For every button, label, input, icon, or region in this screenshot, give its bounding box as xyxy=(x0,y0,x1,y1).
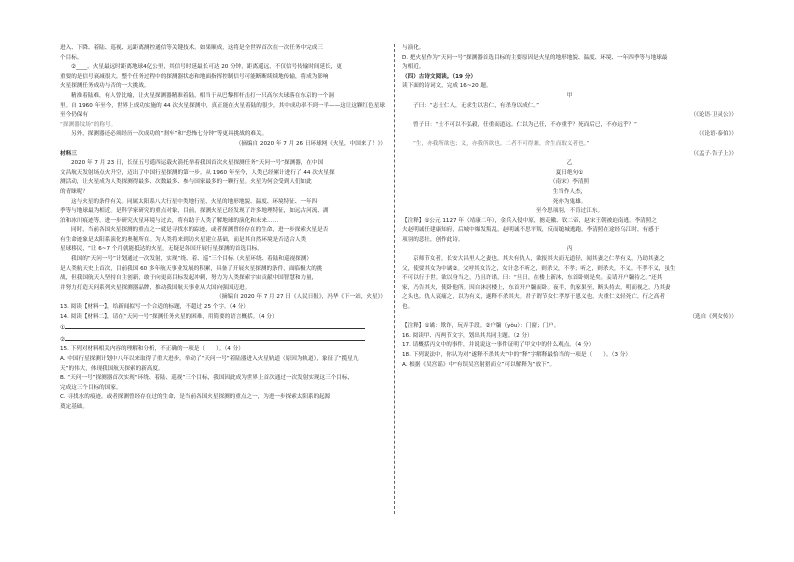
text-line: 有生命迹象是太阳系演化的奥秘所在。为人类将来到访火星建立基础，而是其自然环境是否适合人类 xyxy=(60,236,307,243)
poem-title: 夏日绝句① xyxy=(555,169,584,176)
answer-blank[interactable] xyxy=(65,322,365,329)
text-line: 子曰：“志士仁人，无求生以害仁，有杀身以成仁。” xyxy=(413,102,540,109)
text-line: 京师节女者，长安大昌里人之妻也。其夫有仇人，欲报其夫而无道径，闻其妻之仁孝有义，乃劫其妻之 xyxy=(413,256,665,263)
column-divider xyxy=(394,44,395,514)
instructions: 读下面的诗词文，完成 16~20 题。 xyxy=(402,83,492,90)
text-line: 同时，当前各国火星探测的重点之一就是寻找水的踪迹，或者探测曾经存在的生命，进一步探索火星是否 xyxy=(71,227,329,234)
text-line: 测活动，让火星成为人类探测得最多、次数最多、参与国家最多的一颗行星。火星为何会受到人们如此 xyxy=(60,179,312,186)
text-line: 精准着陆难，有人曾比喻，让火星探测器精准着陆，相当于从巴黎挥杆击打一只高尔夫球落在东京的一个洞 xyxy=(71,92,334,99)
text-line: 重要的是信号衰减很大，整个任务过程中的探测器状态和地面指挥控制信号可能断断续续地传输，将成为影响 xyxy=(60,73,329,80)
text-line: 家，乃告其夫，使卧他所。因自沐居楼上，东首开户牖而卧。夜半，仇家果至，断头持去，明而视之，乃其妻 xyxy=(402,284,671,291)
option-a: A. 根据《吴宫谣》中“有误吴宫射猎而立”可以解释为“放下”。 xyxy=(402,361,556,368)
text-line: 战，但我国航天人坚持自主创新，敢于向更高目标发起冲刺，努力为人类探索宇宙贡献中国智慧和力量， xyxy=(60,275,318,282)
text-line: ②____。火星最远时距离地球4亿公里，其信号时延最长可达 20 分钟，距离遥远，不仅信号传输时间延长，更 xyxy=(71,64,342,71)
text-line: 季等与地球最为相近。是科学家研究的重点对象，目前，探测火星已经发现了许多地理特征，如远古河流、湖 xyxy=(60,208,329,215)
text-line: 的青睐呢？ xyxy=(60,188,88,195)
text-line: 泊和冰川痕迹等，进一步研究火星环境与过去，将有助于人类了解地球的演化和未来…… xyxy=(60,217,279,224)
text-line: 火星探测任务成功与否的一大挑战。 xyxy=(60,83,150,90)
source-note: （摘编自 2020 年 7 月 26 日环球网《火星，中国来了！》） xyxy=(235,140,386,147)
source-note: （《论语·泰伯》） xyxy=(696,131,737,138)
section-heading: （四）古诗文阅读。（19 分） xyxy=(402,73,477,80)
option-c-cont: 奠定基础。 xyxy=(60,403,88,410)
answer-blank[interactable] xyxy=(65,334,365,341)
question-17: 17. 请概括丙文中的事件，并说说这一事件证明了甲文中的什么观点。（4 分） xyxy=(402,342,595,349)
text-line: 进入、下降、着陆、巡视、远距离测控通信等关键技术。如果顺成，这将是全世界首次在一次任务中完成三 xyxy=(60,45,323,51)
question-16: 16. 阅读甲、丙两节文字，划出其共同主题。（2 分） xyxy=(402,332,533,339)
annotation: 【注释】①谲：欺诈，玩弄手段。②户牖（yǒu）：门窗；门户。 xyxy=(402,323,560,330)
text-line: 另外，探测器还必须经历一次成功的“刹车”和“恐怖七分钟”等更具挑战的难关。 xyxy=(71,131,268,138)
question-18: 18. 下列说法中，你认为对“遂释不杀其夫”中的“释”字解释最恰当的一项是（ ）。（3 分） xyxy=(402,352,631,358)
source-note: （选自《列女传》） xyxy=(689,313,737,320)
text-line: 也。 xyxy=(402,304,414,311)
text-line: 里。自 1960 年至今，世界上成功实施的 44 次火星探测中，真正能在火星着陆的很少，其中成功率不到一半——这让这颗红色星球至今仍保有 xyxy=(60,102,385,119)
source-note: （《孟子·告子上》） xyxy=(690,150,737,157)
passage-label: 甲 xyxy=(566,92,573,99)
annotation: 夫赵明诚任建康知府，后城中爆发叛乱，赵明诚不思平叛，反而缒城逃跑。李清照在途经乌江时，有感于 xyxy=(402,227,660,234)
text-line: 曾子曰：“士不可以不弘毅，任重而道远。仁以为己任，不亦重乎？死而后已，不亦远乎？” xyxy=(413,121,637,128)
text-line: 个目标。 xyxy=(60,54,83,61)
text-line: “探测器坟场”的称号。 xyxy=(60,121,117,128)
annotation: 【注释】①公元 1127 年（靖康二年），金兵入侵中原，掳走徽、钦二帝，赵宋王朝被迫南逃。李清照之 xyxy=(402,217,657,224)
option-d-cont: 为相近。 xyxy=(402,64,425,71)
left-column xyxy=(60,44,386,413)
text-line: “生，亦我所欲也；义，亦我所欲也。二者不可得兼，舍生而取义者也。” xyxy=(413,140,590,147)
poem-line: 生当作人杰， xyxy=(552,188,587,195)
passage-label: 乙 xyxy=(566,160,573,167)
passage-label: 丙 xyxy=(566,246,573,253)
question-14: 14. 阅读【材料二】，请在“天问一号”探测任务火星的困难，用简要的语言概括。（4 分） xyxy=(60,313,278,320)
text-line: 并努力打造天问系列火星探测器品牌，推动我国航天事业从大国向强国迈进。 xyxy=(60,284,251,291)
answer-line: ① xyxy=(60,322,386,334)
text-line: 我国的“天问一号”计划通过一次发射，实现“绕、着、巡”三个目标（火星环绕、着陆和巡视探测） xyxy=(71,256,312,263)
question-15: 15. 下列对材料相关内容的理解和分析，不正确的一项是（ ）。（4 分） xyxy=(60,346,244,353)
answer-line: ② xyxy=(60,334,386,346)
option-a-cont: 天”的伟大，体现我国航天探索的新高度。 xyxy=(60,365,164,372)
question-13: 13. 阅读【材料一】，给新闻拟写一个合适的标题，不超过 25 个字。（4 分） xyxy=(60,304,249,311)
text-line: 这与火星的条件有关。同属太阳系八大行星中类地行星，火星的地形地貌、温度、环境特征、一年四 xyxy=(71,198,318,205)
source-note: （摘编自 2020 年 7 月 27 日《人民日报》，冯华《下一站，火星》） xyxy=(216,294,386,301)
poem-line: 至今思项羽，不肯过江东。 xyxy=(535,208,604,215)
text-line: 不可以行于世。欲以身当之，乃且许诺，曰：“旦日，在楼上新沐，东首卧则是矣。妾请开户牖待之。”还其 xyxy=(402,275,663,282)
text-line: 与演化。 xyxy=(402,45,425,51)
option-b: B. “天问一号”探测器首次实现“环绕、着陆、巡视”三个目标，我国因此成为世界上首次通过一次发射实现这三个目标， xyxy=(60,375,354,382)
text-line: 文昌航天发射场点火升空，迈出了中国行星探测的第一步。从 1960 年至今，人类已经累计进行了 44 次火星探 xyxy=(60,169,335,176)
text-line: 父，使要其女为中谲②。父呼其女告之，女计念不听之，则杀父，不孝；听之，则杀夫，不义。不孝不义，虽生 xyxy=(402,265,676,272)
poem-author: （南宋）李清照 xyxy=(549,179,590,186)
source-note: （《论语·卫灵公》） xyxy=(690,112,737,119)
section-heading: 材料三 xyxy=(60,150,77,157)
text-line: 是人类航天史上首次，目前我国 60 多年航天事业发展的积累，具备了开展火星探测的条件，面临极大的挑 xyxy=(60,265,323,272)
text-line: 2020 年 7 月 23 日，长征五号遥四运载火箭托举着我国首次火星探测任务“天问一号”探测器，在中国 xyxy=(71,160,324,167)
text-line: 星球移民，“让 6~7 个月就能抵达的火星，无疑是各国开展行星探测的首选目标。 xyxy=(60,246,263,253)
option-d: D. 把火星作为“天问一号”探测器首选目标的主要原因是火星的地形地貌、温度、环境、一年四季等与地球最 xyxy=(402,54,668,61)
poem-line: 死亦为鬼雄。 xyxy=(552,198,587,205)
option-a: A. 中国行星探测计划中八年以来取得了重大进步，举动了“天问一号”着陆器进入火星轨道（原因为轨道），象征了“揽星九 xyxy=(60,356,359,362)
option-c: C. 寻找水的痕迹，或者探测曾经存在过的生命，是当前各国火星探测的重点之一，为进一步探索太阳系的起源 xyxy=(60,394,331,401)
text-line: 之头也。仇人哀痛之，以为有义，遂释不杀其夫。君子谓节女仁孝厚于恩义也。夫重仁义轻死亡，行之高者 xyxy=(402,294,665,301)
annotation: 项羽的悲壮，创作此诗。 xyxy=(402,236,464,243)
right-column xyxy=(402,44,737,370)
option-b-cont: 完成这三个目标的国家。 xyxy=(60,384,122,391)
